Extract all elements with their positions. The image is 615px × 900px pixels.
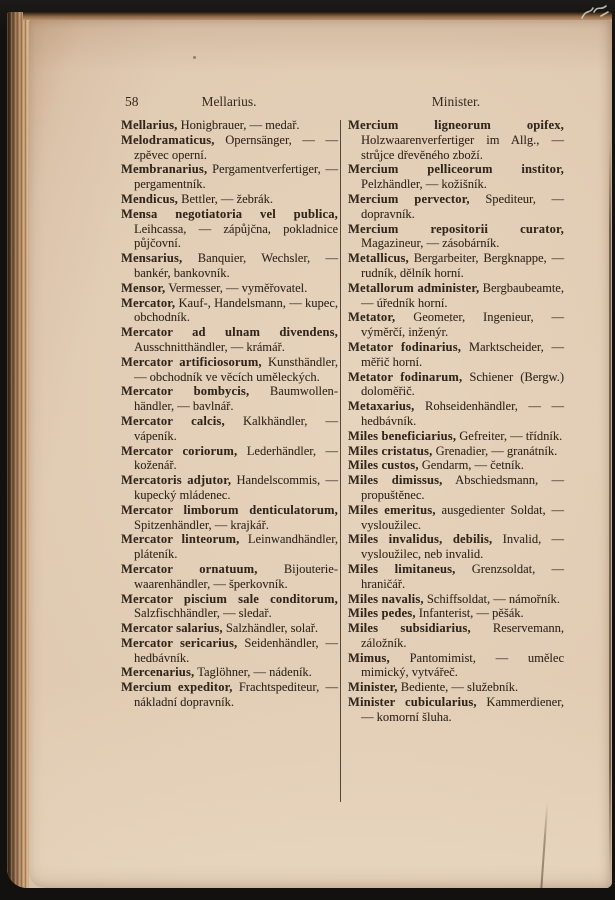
entry-lemma: Miles pedes, (348, 606, 416, 621)
dictionary-entry: Mellarius, Honigbrauer, — medař. (121, 118, 300, 132)
left-column (121, 118, 338, 710)
dictionary-entry: Metallicus, Bergarbeiter, Bergknappe, — rudník, dělník horní. (348, 251, 564, 280)
entry-lemma: Mercator sericarius, (121, 635, 238, 650)
dictionary-entry: Mercator ornatuum, Bijouteriewaarenhändler, — šperkovník. (121, 561, 338, 591)
dust-speck (193, 56, 196, 59)
entry-lemma: Miles cristatus, (348, 443, 433, 458)
running-head-left: Mellarius. (201, 94, 257, 109)
entry-lemma: Metallorum administer, (348, 280, 480, 295)
entry-lemma: Melodramaticus, (121, 132, 215, 147)
handwritten-corner-mark (580, 1, 612, 27)
entry-lemma: Mercator linteorum, (121, 532, 240, 547)
dictionary-entry: Mensa negotiatoria vel publica, Leihcassa, — zápůjčna, pokladnice půjčovní. (121, 206, 338, 251)
dictionary-entry: Mercium expeditor, Frachtspediteur, — nákladní dopravník. (121, 680, 338, 710)
entry-lemma: Mercator bombycis, (121, 384, 250, 399)
page-surface (29, 20, 612, 888)
entry-lemma: Mellarius, (121, 118, 178, 132)
entry-lemma: Mendicus, (121, 191, 179, 206)
dictionary-entry: Mercator limborum denticulatorum, Spitzenhändler, — krajkář. (121, 502, 338, 532)
running-head (29, 94, 612, 114)
entry-lemma: Mercium pelliceorum institor, (348, 162, 564, 177)
page-number: 58 (125, 94, 139, 109)
entry-lemma: Miles emeritus, (348, 502, 436, 517)
dictionary-entry: Miles navalis, Schiffsoldat, — námořník. (348, 591, 560, 606)
entry-lemma: Mercium expeditor, (121, 680, 233, 695)
column-divider-rule (340, 120, 341, 802)
dictionary-entry: Miles beneficiarius, Gefreiter, — třídník. (348, 428, 563, 443)
entry-lemma: Miles navalis, (348, 591, 424, 606)
dictionary-entry: Mercator sericarius, Seidenhändler, — hedbávník. (121, 635, 338, 665)
entry-lemma: Metaxarius, (348, 399, 415, 414)
dictionary-entry: Miles limitaneus, Grenzsoldat, — hraničář. (348, 561, 564, 591)
dictionary-entry: Mercator ad ulnam divendens, Ausschnitthändler, — krámář. (121, 325, 338, 354)
dictionary-entry: Melodramaticus, Opernsänger, — — zpěvec operní. (121, 132, 338, 162)
entry-lemma: Metallicus, (348, 251, 409, 266)
dictionary-entry: Mensor, Vermesser, — vyměřovatel. (121, 280, 308, 295)
entry-lemma: Mercator ad ulnam divendens, (121, 325, 338, 340)
dictionary-entry: Metaxarius, Rohseidenhändler, — — hedbávník. (348, 399, 564, 428)
right-column (348, 118, 564, 725)
entry-lemma: Minister, (348, 680, 398, 695)
dictionary-entry: Miles pedes, Infanterist, — pěšák. (348, 606, 524, 621)
entry-lemma: Mensarius, (121, 251, 183, 266)
entry-lemma: Mercatoris adjutor, (121, 473, 232, 488)
dictionary-entry: Mercatoris adjutor, Handelscommis, — kupecký mládenec. (121, 473, 338, 502)
entry-lemma: Metator, (348, 310, 396, 325)
dictionary-entry: Metallorum administer, Bergbaubeamte, — úředník horní. (348, 280, 564, 310)
dictionary-entry: Mercator salarius, Salzhändler, solař. (121, 621, 319, 636)
dictionary-entry: Mercator artificiosorum, Kunsthändler, — obchodník ve věcích uměleckých. (121, 354, 338, 384)
dictionary-entry: Mercator bombycis, Baumwollenhändler, — bavlnář. (121, 384, 338, 414)
dictionary-entry: Minister cubicularius, Kammerdiener, — komorní šluha. (348, 695, 565, 724)
dictionary-entry: Mercator coriorum, Lederhändler, — koženář. (121, 443, 338, 473)
dictionary-entry: Miles cristatus, Grenadier, — granátník. (348, 443, 558, 458)
page-crease (540, 802, 549, 888)
entry-lemma: Mercium pervector, (348, 191, 470, 206)
entry-lemma: Miles dimissus, (348, 473, 443, 488)
entry-lemma: Miles limitaneus, (348, 561, 456, 576)
dictionary-entry: Metator, Geometer, Ingenieur, — výměrčí, inženýr. (348, 310, 564, 340)
dictionary-entry: Mercator piscium sale conditorum, Salzfischhändler, — sledař. (121, 591, 338, 621)
entry-lemma: Mercenarius, (121, 665, 195, 680)
entry-lemma: Mercator, (121, 295, 176, 310)
dictionary-entry: Mercator linteorum, Leinwandhändler, pláteník. (121, 532, 338, 562)
dust-speck (449, 320, 451, 322)
dictionary-entry: Mercator calcis, Kalkhändler, — vápeník. (121, 413, 339, 443)
dictionary-entry: Metator fodinarum, Schiener (Bergw.) doloměřič. (348, 369, 564, 399)
entry-lemma: Mercator piscium sale conditorum, (121, 591, 338, 606)
dictionary-entry: Miles invalidus, debilis, Invalid, — vysloužilec, neb invalid. (348, 532, 564, 562)
dictionary-entry: Mercium pervector, Spediteur, — dopravník. (348, 191, 564, 221)
entry-lemma: Mensa negotiatoria vel publica, (121, 206, 338, 221)
entry-lemma: Mercator calcis, (121, 413, 225, 428)
entry-lemma: Mercium ligneorum opifex, (348, 118, 564, 132)
dictionary-entry: Mercium repositorii curator, Magazineur, — zásobárník. (348, 221, 564, 251)
entry-lemma: Membranarius, (121, 162, 208, 177)
entry-lemma: Mercator limborum denticulatorum, (121, 502, 338, 517)
entry-lemma: Mercator artificiosorum, (121, 354, 262, 369)
dictionary-entry: Membranarius, Pergamentverfertiger, — pergamentník. (121, 162, 338, 192)
dictionary-entry: Mendicus, Bettler, — žebrák. (121, 191, 273, 206)
entry-lemma: Minister cubicularius, (348, 695, 477, 710)
dictionary-entry: Miles subsidiarius, Reservemann, záložník. (348, 621, 565, 650)
page-stack-edge (7, 12, 29, 888)
dictionary-entry: Metator fodinarius, Marktscheider, — měřič horní. (348, 339, 564, 369)
entry-lemma: Mensor, (121, 280, 166, 295)
dictionary-entry: Minister, Bediente, — služebník. (348, 680, 519, 695)
dictionary-entry: Miles dimissus, Abschiedsmann, — propuštěnec. (348, 473, 564, 502)
entry-lemma: Miles subsidiarius, (348, 621, 471, 636)
page-stack-top-edge (23, 12, 612, 20)
page-right-edge-shadow (609, 140, 611, 874)
dictionary-entry: Mensarius, Banquier, Wechsler, — bankér, bankovník. (121, 251, 338, 280)
book (7, 12, 612, 888)
entry-lemma: Mercator coriorum, (121, 443, 238, 458)
dictionary-entry: Miles emeritus, ausgedienter Soldat, — vysloužilec. (348, 502, 564, 532)
dictionary-entry: Mercium ligneorum opifex, Holzwaarenverfertiger im Allg., — strůjce dřevěného zboží. (348, 118, 564, 162)
running-head-right: Minister. (431, 94, 481, 109)
dictionary-entry: Mercator, Kauf-, Handelsmann, — kupec, obchodník. (121, 295, 338, 325)
entry-lemma: Mercator ornatuum, (121, 561, 258, 576)
entry-lemma: Miles custos, (348, 458, 419, 473)
entry-lemma: Mimus, (348, 650, 390, 665)
entry-lemma: Miles beneficiarius, (348, 428, 457, 443)
entry-lemma: Metator fodinarius, (348, 339, 462, 354)
dictionary-entry: Miles custos, Gendarm, — četník. (348, 458, 524, 473)
dictionary-entry: Mercium pelliceorum institor, Pelzhändler, — kožišník. (348, 162, 564, 192)
entry-lemma: Miles invalidus, debilis, (348, 532, 493, 547)
dictionary-entry: Mercenarius, Taglöhner, — nádeník. (121, 665, 312, 680)
entry-lemma: Mercator salarius, (121, 621, 223, 636)
dictionary-entry: Mimus, Pantomimist, — umělec mimický, vytvářeč. (348, 650, 564, 680)
entry-lemma: Mercium repositorii curator, (348, 221, 564, 236)
entry-lemma: Metator fodinarum, (348, 369, 463, 384)
